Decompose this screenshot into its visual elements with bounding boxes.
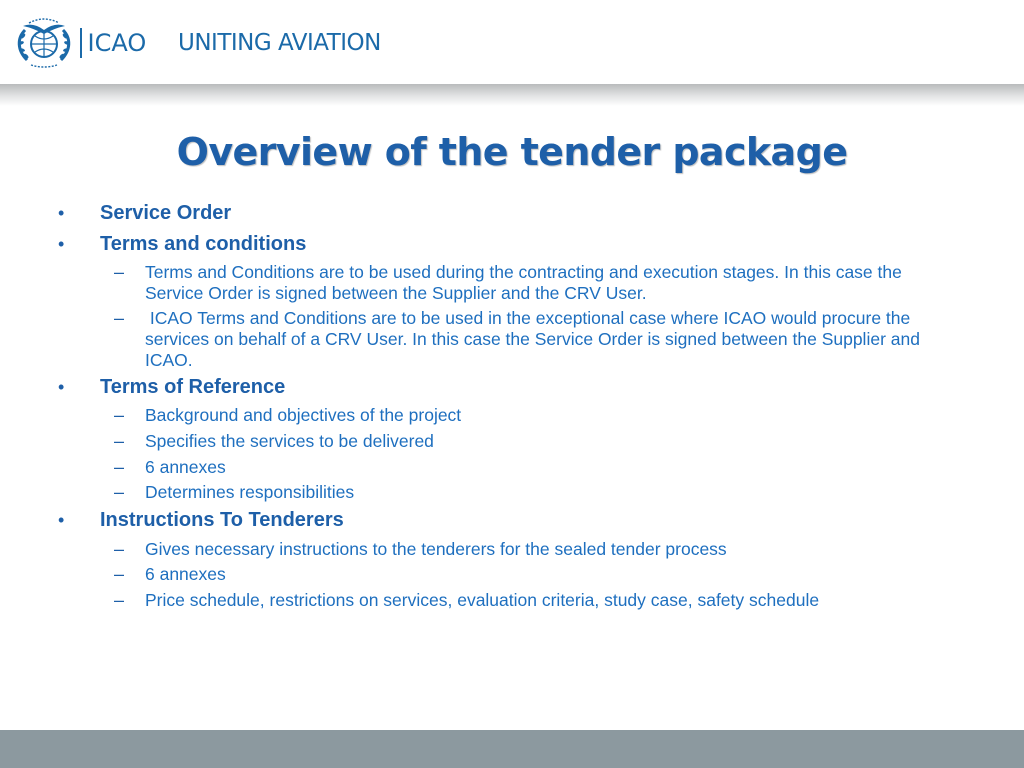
brand-tagline: UNITING AVIATION (178, 30, 381, 56)
list-item: Price schedule, restrictions on services, evaluation criteria, study case, safety schedule (145, 590, 820, 610)
sub-bullet-dash: – (114, 457, 125, 477)
section-terms-and-conditions: Terms and conditions (100, 233, 307, 255)
sub-bullet-dash: – (114, 539, 125, 559)
slide-title: Overview of the tender package (176, 130, 848, 174)
bullet-dot: • (58, 234, 65, 254)
list-item: 6 annexes (145, 457, 226, 477)
bullet-dot: • (58, 203, 65, 223)
list-item: ICAO Terms and Conditions are to be used in the exceptional case where ICAO would procure the services on behalf of a CRV User. In this case the Service Order is signed between the Supplier and ICAO. (145, 308, 925, 370)
sub-bullet-dash: – (114, 405, 125, 425)
list-item: Specifies the services to be delivered (145, 431, 434, 451)
section-terms-of-reference: Terms of Reference (100, 376, 286, 398)
sub-bullet-dash: – (114, 482, 125, 502)
slide-footer-bar (0, 730, 1024, 768)
list-item: Terms and Conditions are to be used during the contracting and execution stages. In this case the Service Order is signed between the Supplier and the CRV User. (145, 262, 902, 303)
sub-bullet-dash: – (114, 262, 125, 282)
bullet-dot: • (58, 510, 65, 530)
section-service-order: Service Order (100, 202, 232, 224)
sub-bullet-dash: – (114, 308, 125, 328)
bullet-dot: • (58, 377, 65, 397)
icao-emblem-icon (15, 16, 73, 68)
list-item: Determines responsibilities (145, 482, 355, 502)
sub-bullet-dash: – (114, 590, 125, 610)
list-item: 6 annexes (145, 564, 226, 584)
list-item: Background and objectives of the project (145, 405, 462, 425)
section-instructions-to-tenderers: Instructions To Tenderers (100, 509, 344, 531)
brand-wordmark (80, 26, 146, 60)
header-shadow-divider (0, 84, 1024, 106)
brand-name: ICAO (87, 29, 147, 57)
brand-separator (80, 28, 82, 58)
list-item: Gives necessary instructions to the tenderers for the sealed tender process (145, 539, 727, 559)
sub-bullet-dash: – (114, 431, 125, 451)
slide-header (0, 0, 1024, 84)
sub-bullet-dash: – (114, 564, 125, 584)
